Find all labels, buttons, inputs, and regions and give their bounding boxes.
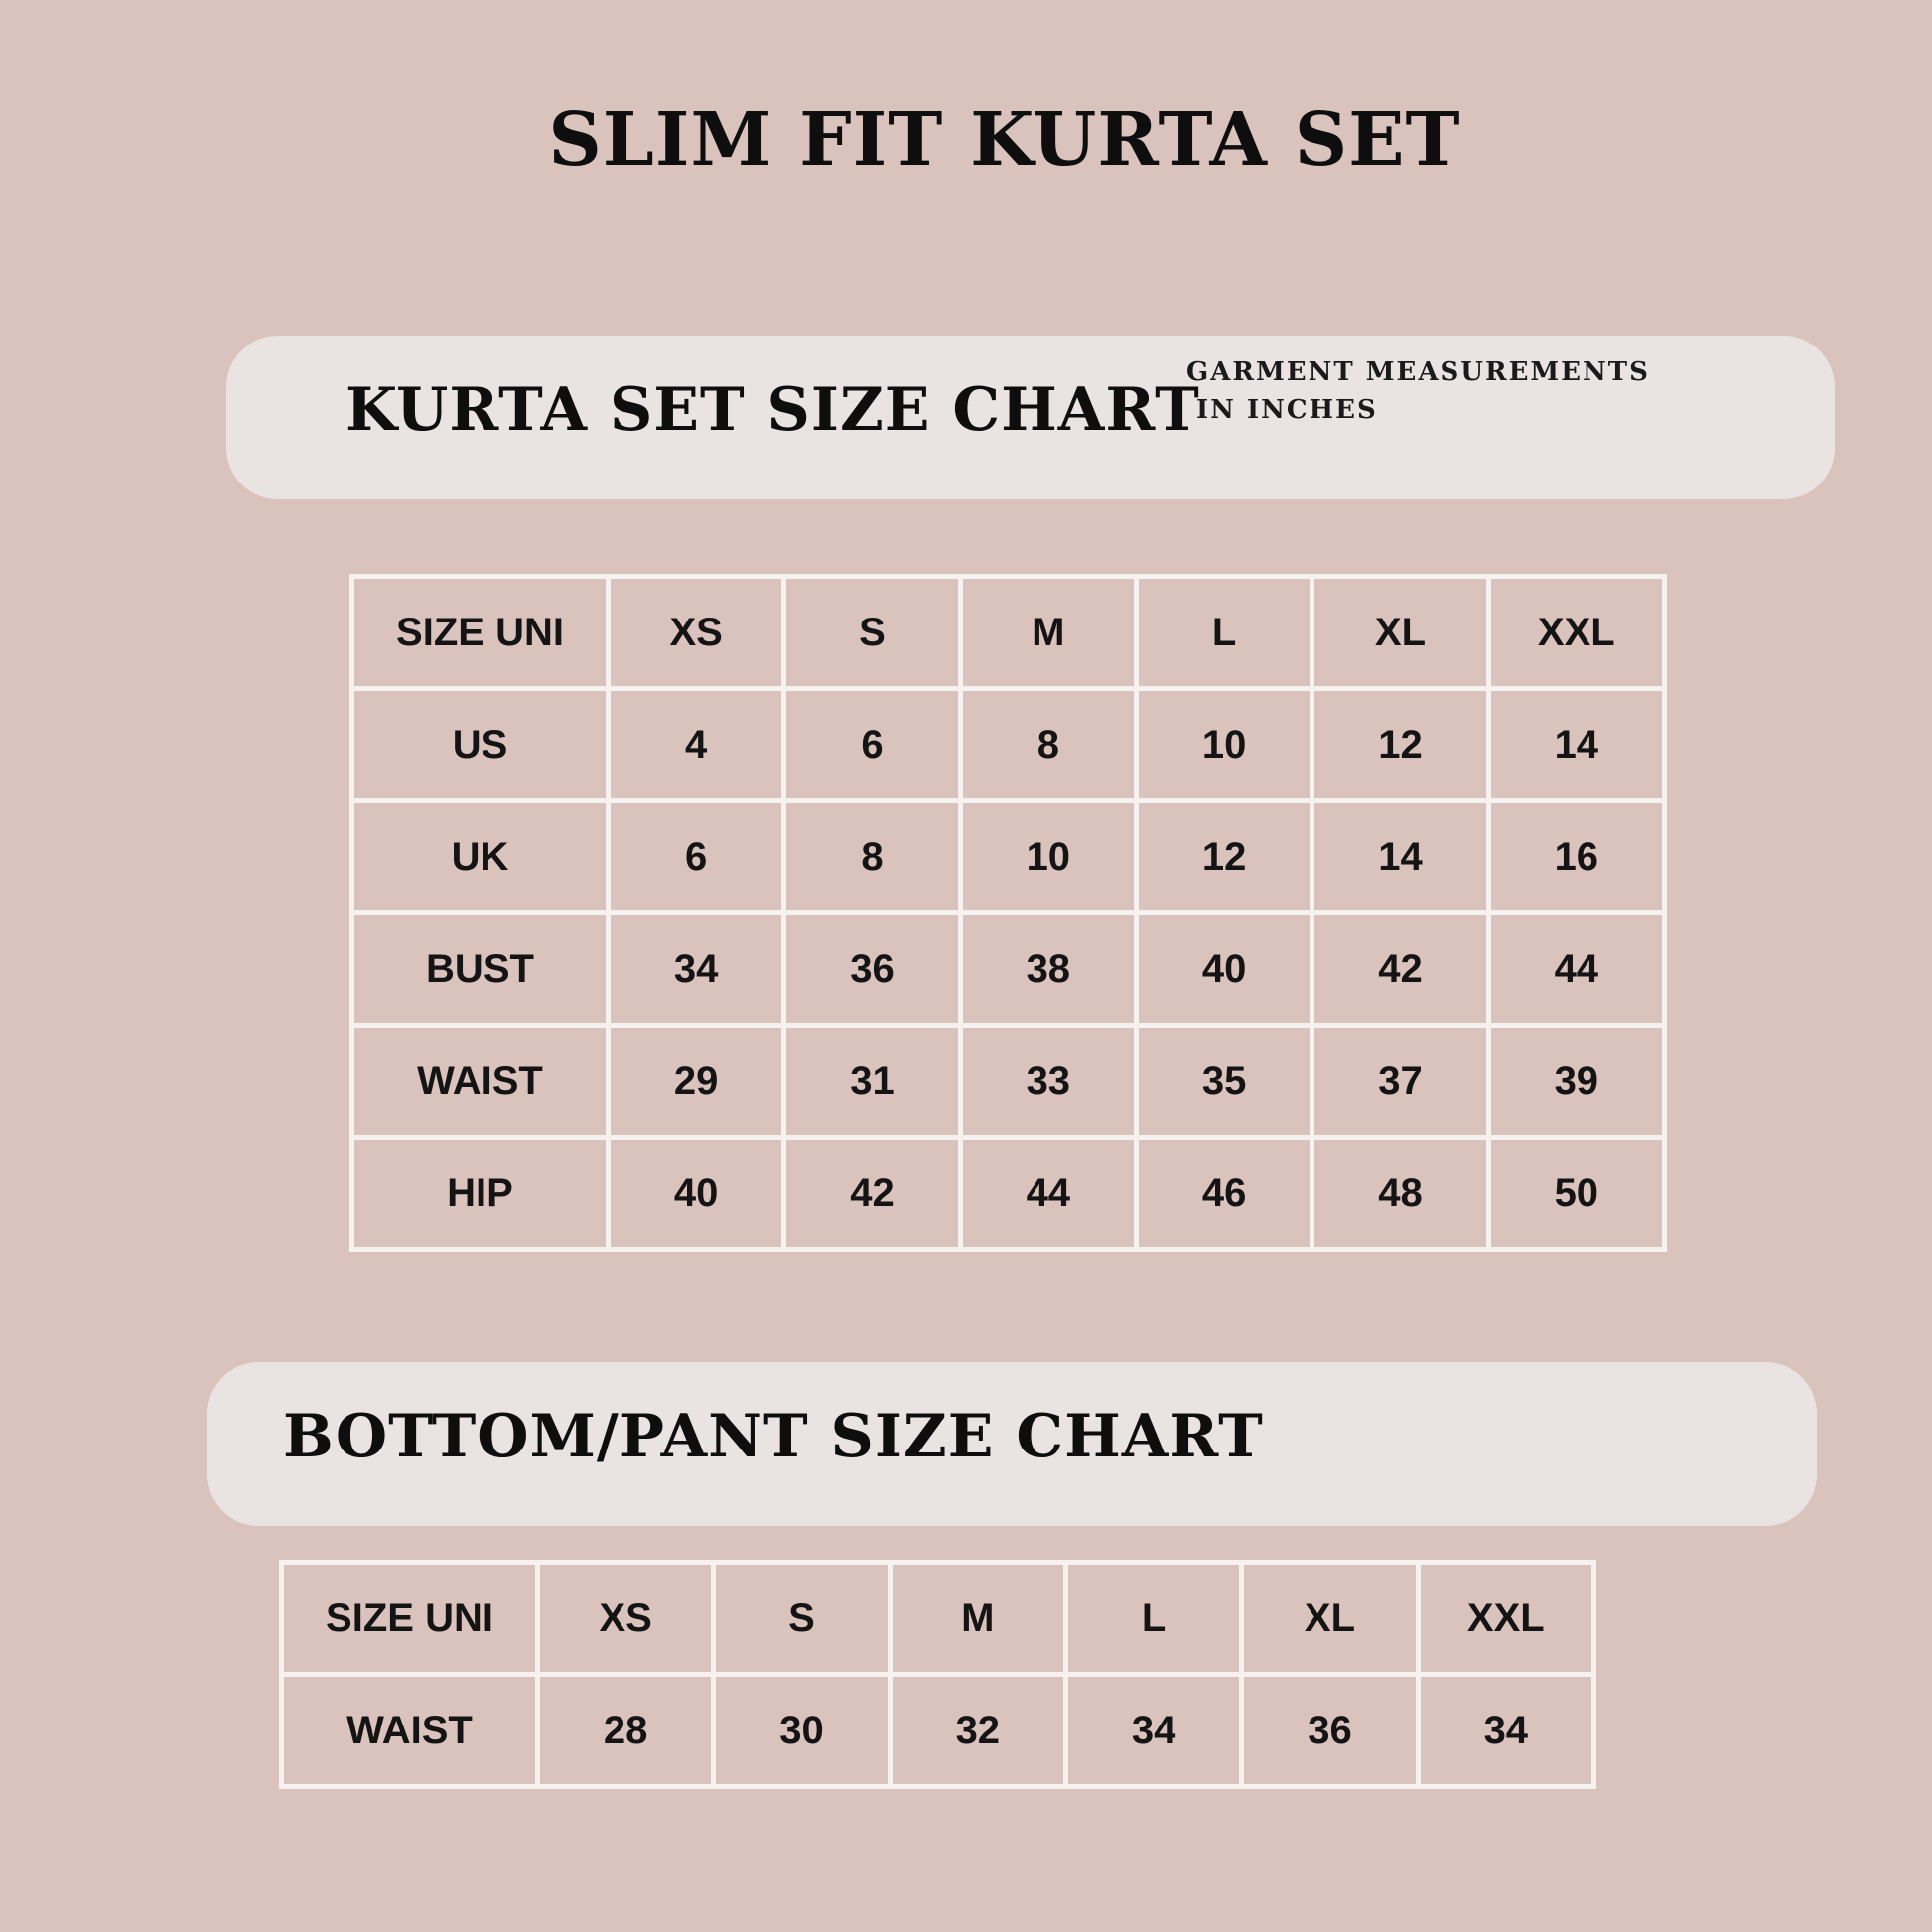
- bottom-size-table: [279, 1560, 1596, 1789]
- table-cell: 6: [609, 801, 784, 913]
- kurta-size-table: [349, 574, 1667, 1252]
- table-cell: 34: [1065, 1675, 1241, 1787]
- bottom-size-chart-heading: BOTTOM/PANT SIZE CHART: [283, 1402, 1264, 1471]
- header-cell: XL: [1312, 577, 1488, 689]
- table-cell: 28: [538, 1675, 714, 1787]
- row-label-cell: HIP: [352, 1138, 609, 1250]
- header-cell: SIZE UNI: [282, 1563, 538, 1675]
- header-cell: S: [714, 1563, 890, 1675]
- header-cell: XXL: [1488, 577, 1664, 689]
- page-title: SLIM FIT KURTA SET: [548, 97, 1461, 183]
- row-label-cell: US: [352, 689, 609, 801]
- table-cell: 16: [1488, 801, 1664, 913]
- table-cell: 12: [1312, 689, 1488, 801]
- row-label-cell: WAIST: [282, 1675, 538, 1787]
- table-header-row: [352, 577, 1665, 689]
- measurement-note-line-2: IN INCHES: [1196, 395, 1378, 425]
- table-row: [352, 913, 1665, 1026]
- table-cell: 33: [960, 1026, 1136, 1138]
- table-cell: 42: [784, 1138, 960, 1250]
- table-cell: 38: [960, 913, 1136, 1026]
- table-cell: 12: [1136, 801, 1311, 913]
- table-row: [352, 689, 1665, 801]
- header-cell: XL: [1242, 1563, 1418, 1675]
- header-cell: XS: [538, 1563, 714, 1675]
- table-cell: 37: [1312, 1026, 1488, 1138]
- table-cell: 4: [609, 689, 784, 801]
- table-cell: 44: [960, 1138, 1136, 1250]
- row-label-cell: WAIST: [352, 1026, 609, 1138]
- measurement-unit-note: [1186, 353, 1650, 429]
- header-cell: S: [784, 577, 960, 689]
- table-cell: 6: [784, 689, 960, 801]
- table-row: [352, 1138, 1665, 1250]
- table-cell: 46: [1136, 1138, 1311, 1250]
- table-cell: 31: [784, 1026, 960, 1138]
- header-cell: L: [1136, 577, 1311, 689]
- table-cell: 14: [1312, 801, 1488, 913]
- table-cell: 30: [714, 1675, 890, 1787]
- header-cell: SIZE UNI: [352, 577, 609, 689]
- table-cell: 36: [784, 913, 960, 1026]
- table-header-row: [282, 1563, 1594, 1675]
- bottom-size-chart-banner: [207, 1362, 1817, 1526]
- table-row: [352, 1026, 1665, 1138]
- measurement-note-line-1: GARMENT MEASUREMENTS: [1186, 357, 1650, 387]
- table-row: [282, 1675, 1594, 1787]
- table-cell: 10: [960, 801, 1136, 913]
- table-cell: 32: [890, 1675, 1065, 1787]
- header-cell: M: [960, 577, 1136, 689]
- table-cell: 40: [609, 1138, 784, 1250]
- table-cell: 8: [960, 689, 1136, 801]
- table-cell: 48: [1312, 1138, 1488, 1250]
- table-cell: 29: [609, 1026, 784, 1138]
- table-cell: 14: [1488, 689, 1664, 801]
- table-cell: 10: [1136, 689, 1311, 801]
- table-cell: 39: [1488, 1026, 1664, 1138]
- table-cell: 8: [784, 801, 960, 913]
- table-cell: 36: [1242, 1675, 1418, 1787]
- header-cell: XXL: [1418, 1563, 1593, 1675]
- table-cell: 34: [609, 913, 784, 1026]
- header-cell: M: [890, 1563, 1065, 1675]
- table-cell: 44: [1488, 913, 1664, 1026]
- kurta-size-chart-heading: KURTA SET SIZE CHART: [345, 375, 1200, 445]
- table-cell: 50: [1488, 1138, 1664, 1250]
- header-cell: XS: [609, 577, 784, 689]
- table-cell: 34: [1418, 1675, 1593, 1787]
- table-cell: 40: [1136, 913, 1311, 1026]
- row-label-cell: UK: [352, 801, 609, 913]
- row-label-cell: BUST: [352, 913, 609, 1026]
- header-cell: L: [1065, 1563, 1241, 1675]
- table-cell: 35: [1136, 1026, 1311, 1138]
- table-row: [352, 801, 1665, 913]
- kurta-size-chart-banner: [226, 336, 1835, 499]
- table-cell: 42: [1312, 913, 1488, 1026]
